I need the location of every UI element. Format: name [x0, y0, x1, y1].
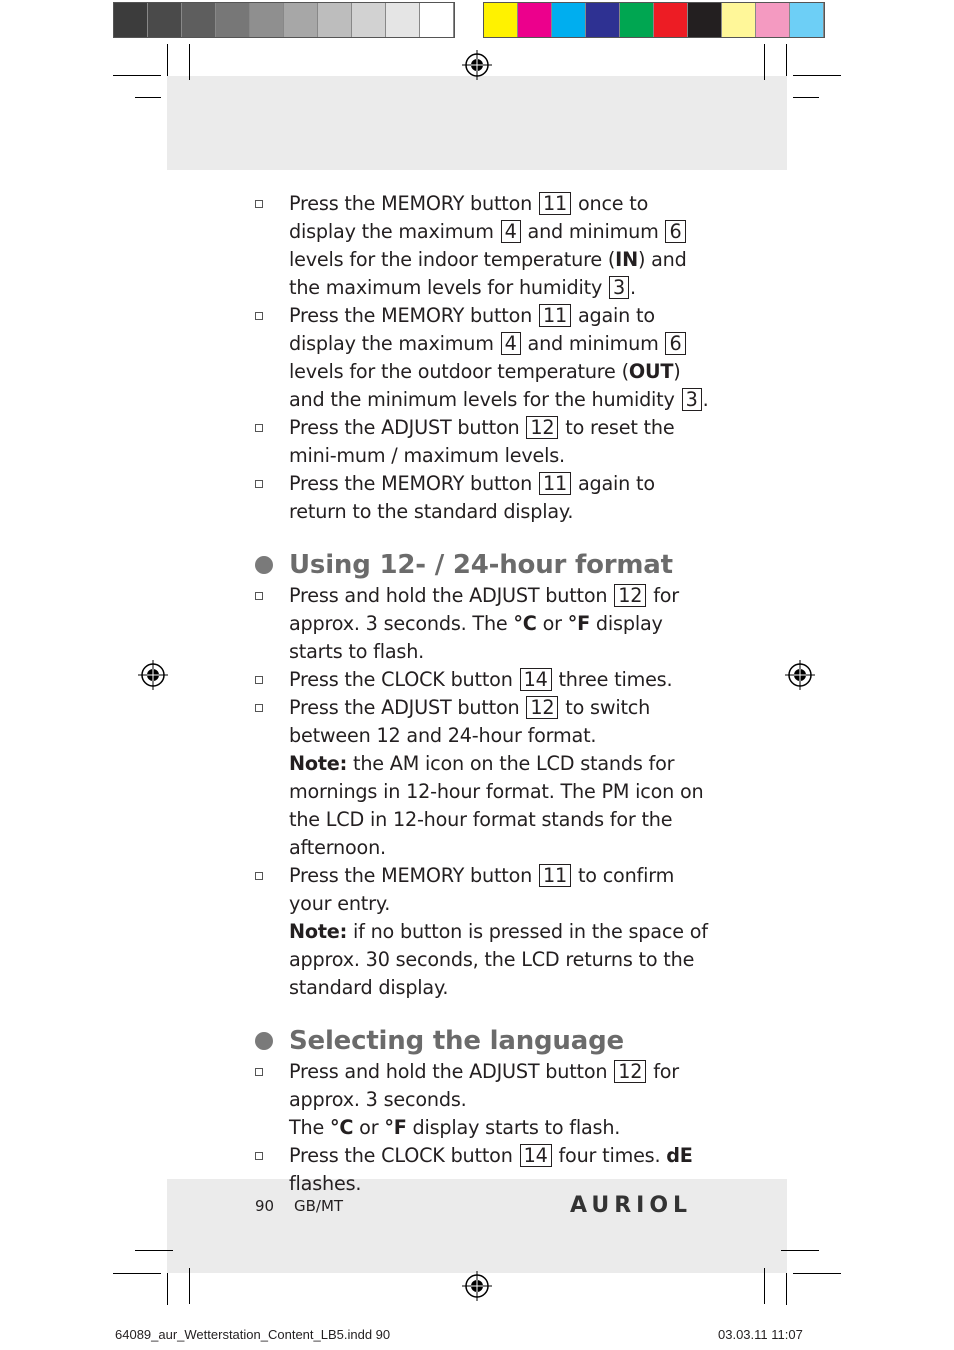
part-number: 4 — [501, 220, 521, 243]
gray-swatch — [216, 3, 250, 37]
item-text: Press the MEMORY button — [289, 192, 539, 215]
checkbox-bullet-icon — [255, 480, 263, 488]
crop-mark — [167, 1273, 168, 1305]
color-swatch — [688, 3, 722, 37]
list-item: Press the MEMORY button 11 to confirm your entry. — [255, 862, 715, 918]
crop-mark — [764, 44, 765, 80]
part-number: 12 — [614, 1060, 646, 1083]
color-swatch — [620, 3, 654, 37]
item-text: Press the MEMORY button — [289, 472, 539, 495]
part-number: 12 — [526, 416, 558, 439]
list-item: Press the CLOCK button 14 three times. — [255, 666, 715, 694]
checkbox-bullet-icon — [255, 676, 263, 684]
crop-mark — [786, 44, 787, 76]
slug-filename: 64089_aur_Wetterstation_Content_LB5.indd 90 — [115, 1327, 391, 1342]
checkbox-bullet-icon — [255, 1068, 263, 1076]
slug-date: 03.03.11 11:07 — [718, 1327, 803, 1342]
color-swatch — [586, 3, 620, 37]
registration-mark-icon — [785, 660, 815, 690]
gray-swatch — [250, 3, 284, 37]
item-text: . — [630, 276, 636, 299]
color-swatch — [722, 3, 756, 37]
checkbox-bullet-icon — [255, 872, 263, 880]
checkbox-bullet-icon — [255, 200, 263, 208]
registration-mark-icon — [462, 1271, 492, 1301]
part-number: 6 — [665, 332, 685, 355]
item-text: levels for the outdoor temperature ( — [289, 360, 629, 383]
heading-text: Using 12- / 24-hour format — [289, 550, 673, 580]
emphasis-text: IN — [615, 248, 638, 271]
item-text: again to display the maximum — [289, 304, 655, 355]
note: Note: the AM icon on the LCD stands for mornings in 12-hour format. The PM icon on the LCD in 12-hour format stands for the afternoon. — [289, 752, 704, 859]
item-text: . — [702, 388, 709, 411]
section-heading-hour-format — [255, 548, 715, 582]
header-band — [167, 76, 787, 170]
color-swatch — [552, 3, 586, 37]
gray-swatch — [318, 3, 352, 37]
part-number: 4 — [501, 332, 521, 355]
crop-mark — [781, 1250, 819, 1251]
part-number: 11 — [539, 304, 571, 327]
note: Note: if no button is pressed in the space of approx. 30 seconds, the LCD returns to the standard display. — [289, 920, 708, 999]
checkbox-bullet-icon — [255, 312, 263, 320]
item-text: and minimum — [521, 220, 665, 243]
item-text: again to return to the standard display. — [289, 472, 655, 523]
section-heading-language — [255, 1024, 715, 1058]
gray-swatch — [420, 3, 454, 37]
gray-swatch — [114, 3, 148, 37]
crop-mark — [113, 1273, 161, 1274]
list-item — [255, 302, 715, 414]
list-item: Press and hold the ADJUST button 12 for approx. 3 seconds. The °C or °F display starts to flash. — [255, 1058, 715, 1142]
item-text: once to display the maximum — [289, 192, 649, 243]
checkbox-bullet-icon — [255, 704, 263, 712]
registration-mark-icon — [462, 50, 492, 80]
checkbox-bullet-icon — [255, 424, 263, 432]
page-number: 90 — [255, 1197, 275, 1215]
color-swatch — [790, 3, 824, 37]
crop-mark — [764, 1268, 765, 1304]
item-text: ) and the maximum levels for humidity — [289, 248, 687, 299]
crop-mark — [786, 1273, 787, 1305]
brand-logo: AURIOL — [570, 1193, 693, 1218]
list-item: Press and hold the ADJUST button 12 for approx. 3 seconds. The °C or °F display starts to flash. — [255, 582, 715, 666]
list-item — [255, 470, 715, 526]
part-number: 3 — [609, 276, 629, 299]
crop-mark — [189, 44, 190, 80]
color-swatch — [756, 3, 790, 37]
part-number: 11 — [539, 472, 571, 495]
item-text: Press the ADJUST button — [289, 416, 526, 439]
part-number: 12 — [614, 584, 646, 607]
item-text: and minimum — [521, 332, 665, 355]
crop-mark — [113, 75, 161, 76]
part-number: 14 — [520, 668, 552, 691]
checkbox-bullet-icon — [255, 592, 263, 600]
gray-swatch — [182, 3, 216, 37]
list-item: Press the CLOCK button 14 four times. dE flashes. — [255, 1142, 715, 1198]
list-item — [255, 190, 715, 302]
part-number: 14 — [520, 1144, 552, 1167]
part-number: 11 — [539, 864, 571, 887]
item-text: ) and the minimum levels for the humidity — [289, 360, 681, 411]
language-code: GB/MT — [294, 1197, 344, 1215]
crop-mark — [189, 1268, 190, 1304]
part-number: 12 — [526, 696, 558, 719]
item-text: Press the MEMORY button — [289, 304, 539, 327]
heading-text: Selecting the language — [289, 1026, 624, 1056]
gray-swatch — [148, 3, 182, 37]
part-number: 11 — [539, 192, 571, 215]
crop-mark — [793, 75, 841, 76]
color-swatch — [654, 3, 688, 37]
color-swatch — [484, 3, 518, 37]
heading-bullet-icon — [255, 556, 273, 574]
heading-bullet-icon — [255, 1032, 273, 1050]
crop-mark — [135, 97, 161, 98]
gray-color-bar — [113, 2, 455, 38]
crop-mark — [167, 44, 168, 76]
item-text: to reset the mini-mum / maximum levels. — [289, 416, 675, 467]
list-item: Press the ADJUST button 12 to switch between 12 and 24-hour format. — [255, 694, 715, 750]
gray-swatch — [386, 3, 420, 37]
list-item — [255, 414, 715, 470]
emphasis-text: OUT — [628, 360, 674, 383]
color-swatch — [518, 3, 552, 37]
part-number: 3 — [682, 388, 702, 411]
registration-mark-icon — [138, 660, 168, 690]
manual-content — [255, 190, 715, 1198]
gray-swatch — [352, 3, 386, 37]
gray-swatch — [284, 3, 318, 37]
checkbox-bullet-icon — [255, 1152, 263, 1160]
color-swatch-bar — [483, 2, 825, 38]
crop-mark — [793, 1273, 841, 1274]
crop-mark — [793, 97, 819, 98]
crop-mark — [135, 1250, 173, 1251]
part-number: 6 — [665, 220, 685, 243]
item-text: levels for the indoor temperature ( — [289, 248, 616, 271]
memory-instructions — [255, 190, 715, 526]
